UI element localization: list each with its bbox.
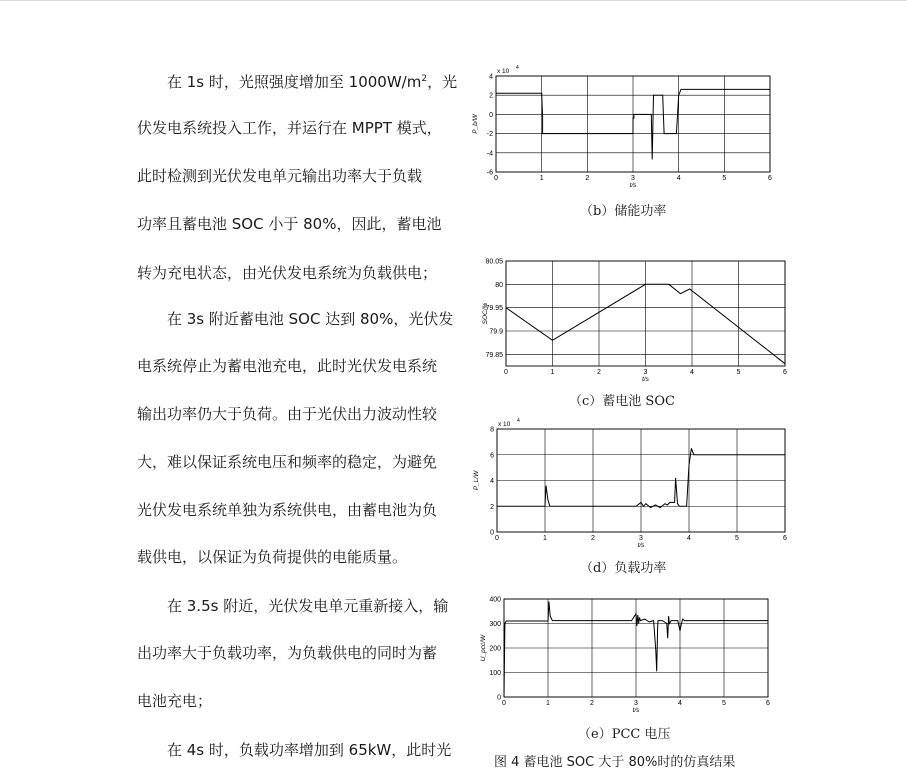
storage-power-chart-xtick-label: 0: [494, 175, 498, 182]
storage-power-chart-ylabel: P_b/W: [472, 114, 479, 134]
load-power-chart-ylabel: P_L/W: [473, 470, 480, 491]
text-line-5: 转为充电状态，由光伏发电系统为负载供电；: [137, 264, 438, 282]
storage-power-chart-exponent: 4: [516, 65, 519, 71]
pcc-voltage-chart-xtick-label: 0: [502, 700, 506, 707]
pcc-voltage-chart-xtick-label: 5: [722, 700, 726, 707]
battery-soc-chart-xlabel: t/s: [642, 376, 649, 383]
load-power-chart-xtick-label: 2: [591, 535, 595, 542]
battery-soc-chart-ytick-label: 79.85: [485, 351, 503, 359]
pcc-voltage-chart-ytick-label: 300: [489, 621, 501, 628]
pcc-voltage-chart-xtick-label: 2: [590, 700, 594, 707]
storage-power-chart-ytick-label: -6: [486, 169, 493, 177]
text-line-3: 此时检测到光伏发电单元输出功率大于负载: [137, 167, 423, 185]
pcc-voltage-chart-ytick-label: 100: [489, 670, 501, 677]
text-line-1-tail: ，光: [427, 73, 458, 91]
load-power-chart-xlabel: t/s: [637, 542, 645, 549]
load-power-chart-xtick-label: 5: [735, 535, 739, 542]
text-line-1-main: 在 1s 时，光照强度增加至 1000W/m: [167, 73, 422, 91]
text-line-1-superscript: 2: [421, 74, 428, 84]
load-power-chart-exponent-label: x 10: [498, 421, 511, 428]
battery-soc-chart-xtick-label: 1: [550, 369, 555, 376]
battery-soc-chart-ytick-label: 80.05: [485, 258, 503, 266]
pcc-voltage-chart-xtick-label: 1: [546, 700, 550, 707]
battery-soc-chart-xtick-label: 2: [597, 369, 601, 376]
storage-power-chart-ytick-label: 4: [489, 73, 493, 81]
pcc-voltage-chart-xtick-label: 4: [678, 700, 682, 707]
caption-load-power: （d）负载功率: [580, 561, 667, 576]
battery-soc-chart-xtick-label: 6: [783, 369, 787, 376]
load-power-chart-xtick-label: 1: [543, 535, 547, 542]
battery-soc-chart-xtick-label: 0: [504, 369, 508, 376]
storage-power-chart-xtick-label: 1: [539, 175, 544, 182]
storage-power-chart-ytick-label: 0: [489, 111, 493, 119]
text-line-14: 电池充电；: [137, 692, 213, 710]
storage-power-chart-ytick-label: -4: [486, 150, 493, 158]
load-power-chart-ytick-label: 4: [490, 478, 494, 485]
load-power-chart-xtick-label: 6: [783, 535, 787, 542]
load-power-chart-ytick-label: 8: [490, 426, 494, 434]
storage-power-chart-ytick-label: 2: [489, 92, 493, 100]
figure-title: 图 4 蓄电池 SOC 大于 80%时的仿真结果: [494, 755, 736, 770]
text-line-15: 在 4s 时，负载功率增加到 65kW，此时光: [167, 741, 452, 759]
storage-power-chart-xtick-label: 4: [676, 175, 681, 182]
load-power-chart-xtick-label: 0: [495, 535, 499, 542]
battery-soc-chart-ytick-label: 79.95: [485, 305, 503, 313]
battery-soc-chart-ylabel: SOC/%: [482, 302, 489, 325]
storage-power-chart-ytick-label: -2: [486, 131, 493, 139]
load-power-chart-exponent: 4: [517, 418, 520, 424]
pcc-voltage-chart-xtick-label: 3: [634, 700, 638, 707]
storage-power-chart-xtick-label: 5: [722, 175, 727, 182]
battery-soc-chart-xtick-label: 5: [736, 369, 741, 376]
pcc-voltage-chart-ytick-label: 200: [489, 645, 501, 653]
battery-soc-chart-xtick-label: 4: [690, 369, 694, 376]
pcc-voltage-chart-ytick-label: 400: [489, 596, 501, 604]
battery-soc-chart-ytick-label: 79.9: [489, 328, 503, 336]
pcc-voltage-chart-xtick-label: 6: [766, 700, 770, 707]
caption-storage-power: （b）储能功率: [580, 204, 667, 219]
text-line-11: 载供电，以保证为负荷提供的电能质量。: [137, 548, 408, 566]
text-line-13: 出功率大于负载功率，为负载供电的同时为蓄: [137, 644, 438, 662]
pcc-voltage-chart-ytick-label: 0: [497, 694, 501, 702]
load-power-chart-ytick-label: 0: [490, 529, 494, 537]
battery-soc-chart-xtick-label: 3: [643, 369, 648, 376]
caption-pcc-voltage: （e）PCC 电压: [578, 727, 671, 742]
storage-power-chart-xtick-label: 6: [768, 175, 772, 182]
load-power-chart-xtick-label: 3: [639, 535, 643, 542]
load-power-chart-ytick-label: 2: [490, 503, 494, 511]
pcc-voltage-chart-xlabel: t/s: [632, 707, 640, 714]
text-line-12: 在 3.5s 附近，光伏发电单元重新接入，输: [167, 597, 449, 615]
text-line-7: 电系统停止为蓄电池充电，此时光伏发电系统: [137, 357, 438, 375]
text-line-4: 功率且蓄电池 SOC 小于 80%，因此，蓄电池: [137, 215, 442, 233]
storage-power-chart-exponent-label: x 10: [497, 68, 510, 75]
text-line-10: 光伏发电系统单独为系统供电，由蓄电池为负: [137, 501, 438, 519]
caption-battery-soc: （c）蓄电池 SOC: [569, 394, 675, 409]
text-line-2: 伏发电系统投入工作，并运行在 MPPT 模式，: [137, 119, 442, 137]
text-line-6: 在 3s 附近蓄电池 SOC 达到 80%，光伏发: [167, 310, 454, 328]
text-line-9: 大，难以保证系统电压和频率的稳定，为避免: [137, 453, 438, 471]
load-power-chart-xtick-label: 4: [687, 535, 691, 542]
load-power-chart-ytick-label: 6: [490, 452, 494, 460]
storage-power-chart-xtick-label: 3: [631, 175, 635, 182]
battery-soc-chart-ytick-label: 80: [495, 281, 503, 289]
pcc-voltage-chart-ylabel: U_pcc/W: [480, 634, 487, 662]
text-line-8: 输出功率仍大于负荷。由于光伏出力波动性较: [137, 405, 438, 423]
storage-power-chart-xlabel: t/s: [629, 182, 637, 189]
storage-power-chart-xtick-label: 2: [585, 175, 590, 182]
